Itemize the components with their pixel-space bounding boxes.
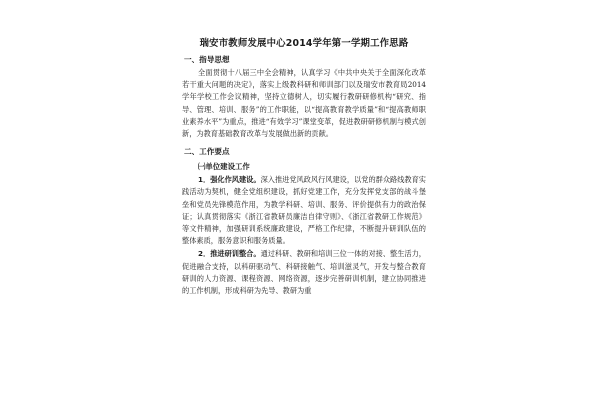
document-title: 瑞安市教师发展中心2014学年第一学期工作思路 <box>199 38 409 49</box>
section-heading-work-points: 二、工作要点 <box>184 147 230 157</box>
item-1-lead: 1．强化作风建设。 <box>198 175 261 185</box>
item-2-text: 通过科研、教研和培训三位一体的对接、整生活力，促进融合支持，以科研驱动气、科研接触气、培训滋灵气，开发与整合教育研训的人力资源、课程资源、网络资源，逐步完善研训机制，建立协同推进的工作机制，形成科研为先导、教研为重 <box>182 249 426 296</box>
item-1-text: 深入推进党风政风行风建设，以党的群众路线教育实践活动为契机，健全党组织建设，抓好党建工作，充分发挥党支部的战斗堡垒和党员先锋模范作用，为教学科研、培训、服务、评价提供有力的政治保证；认真贯彻落实《浙江省教研员廉洁自律守则》、《浙江省教研工作规范》等文件精神，加强研训系统廉政建设，严格工作纪律，不断提升研训队伍的整体素质，服务意识和服务质量。 <box>182 175 426 246</box>
paragraph-item-2 <box>182 248 426 297</box>
document-body <box>182 38 426 297</box>
item-2-lead: 2．推进研训整合。 <box>198 249 261 259</box>
subsection-heading-unit-building: ㈠单位建设工作 <box>198 162 250 172</box>
paragraph-guiding-ideology: 全面贯彻十八届三中全会精神，认真学习《中共中央关于全面深化改革若干重大问题的决定》，落实上级教科研和师训部门以及瑞安市教育局2014学年学校工作会议精神，坚持立德树人，切实履行教研研修机构“研究、指导、管理、培训、服务”的工作职能，以“提高教育教学质量”和“提高教师职业素养水平”为重点，推进“有效学习”课堂变革，促进教研研修机制与模式创新，为教育基础教育改革与发展做出新的贡献。 <box>182 68 426 139</box>
section-heading-guiding-ideology: 一、指导思想 <box>184 55 230 64</box>
paragraph-item-1 <box>182 174 426 247</box>
